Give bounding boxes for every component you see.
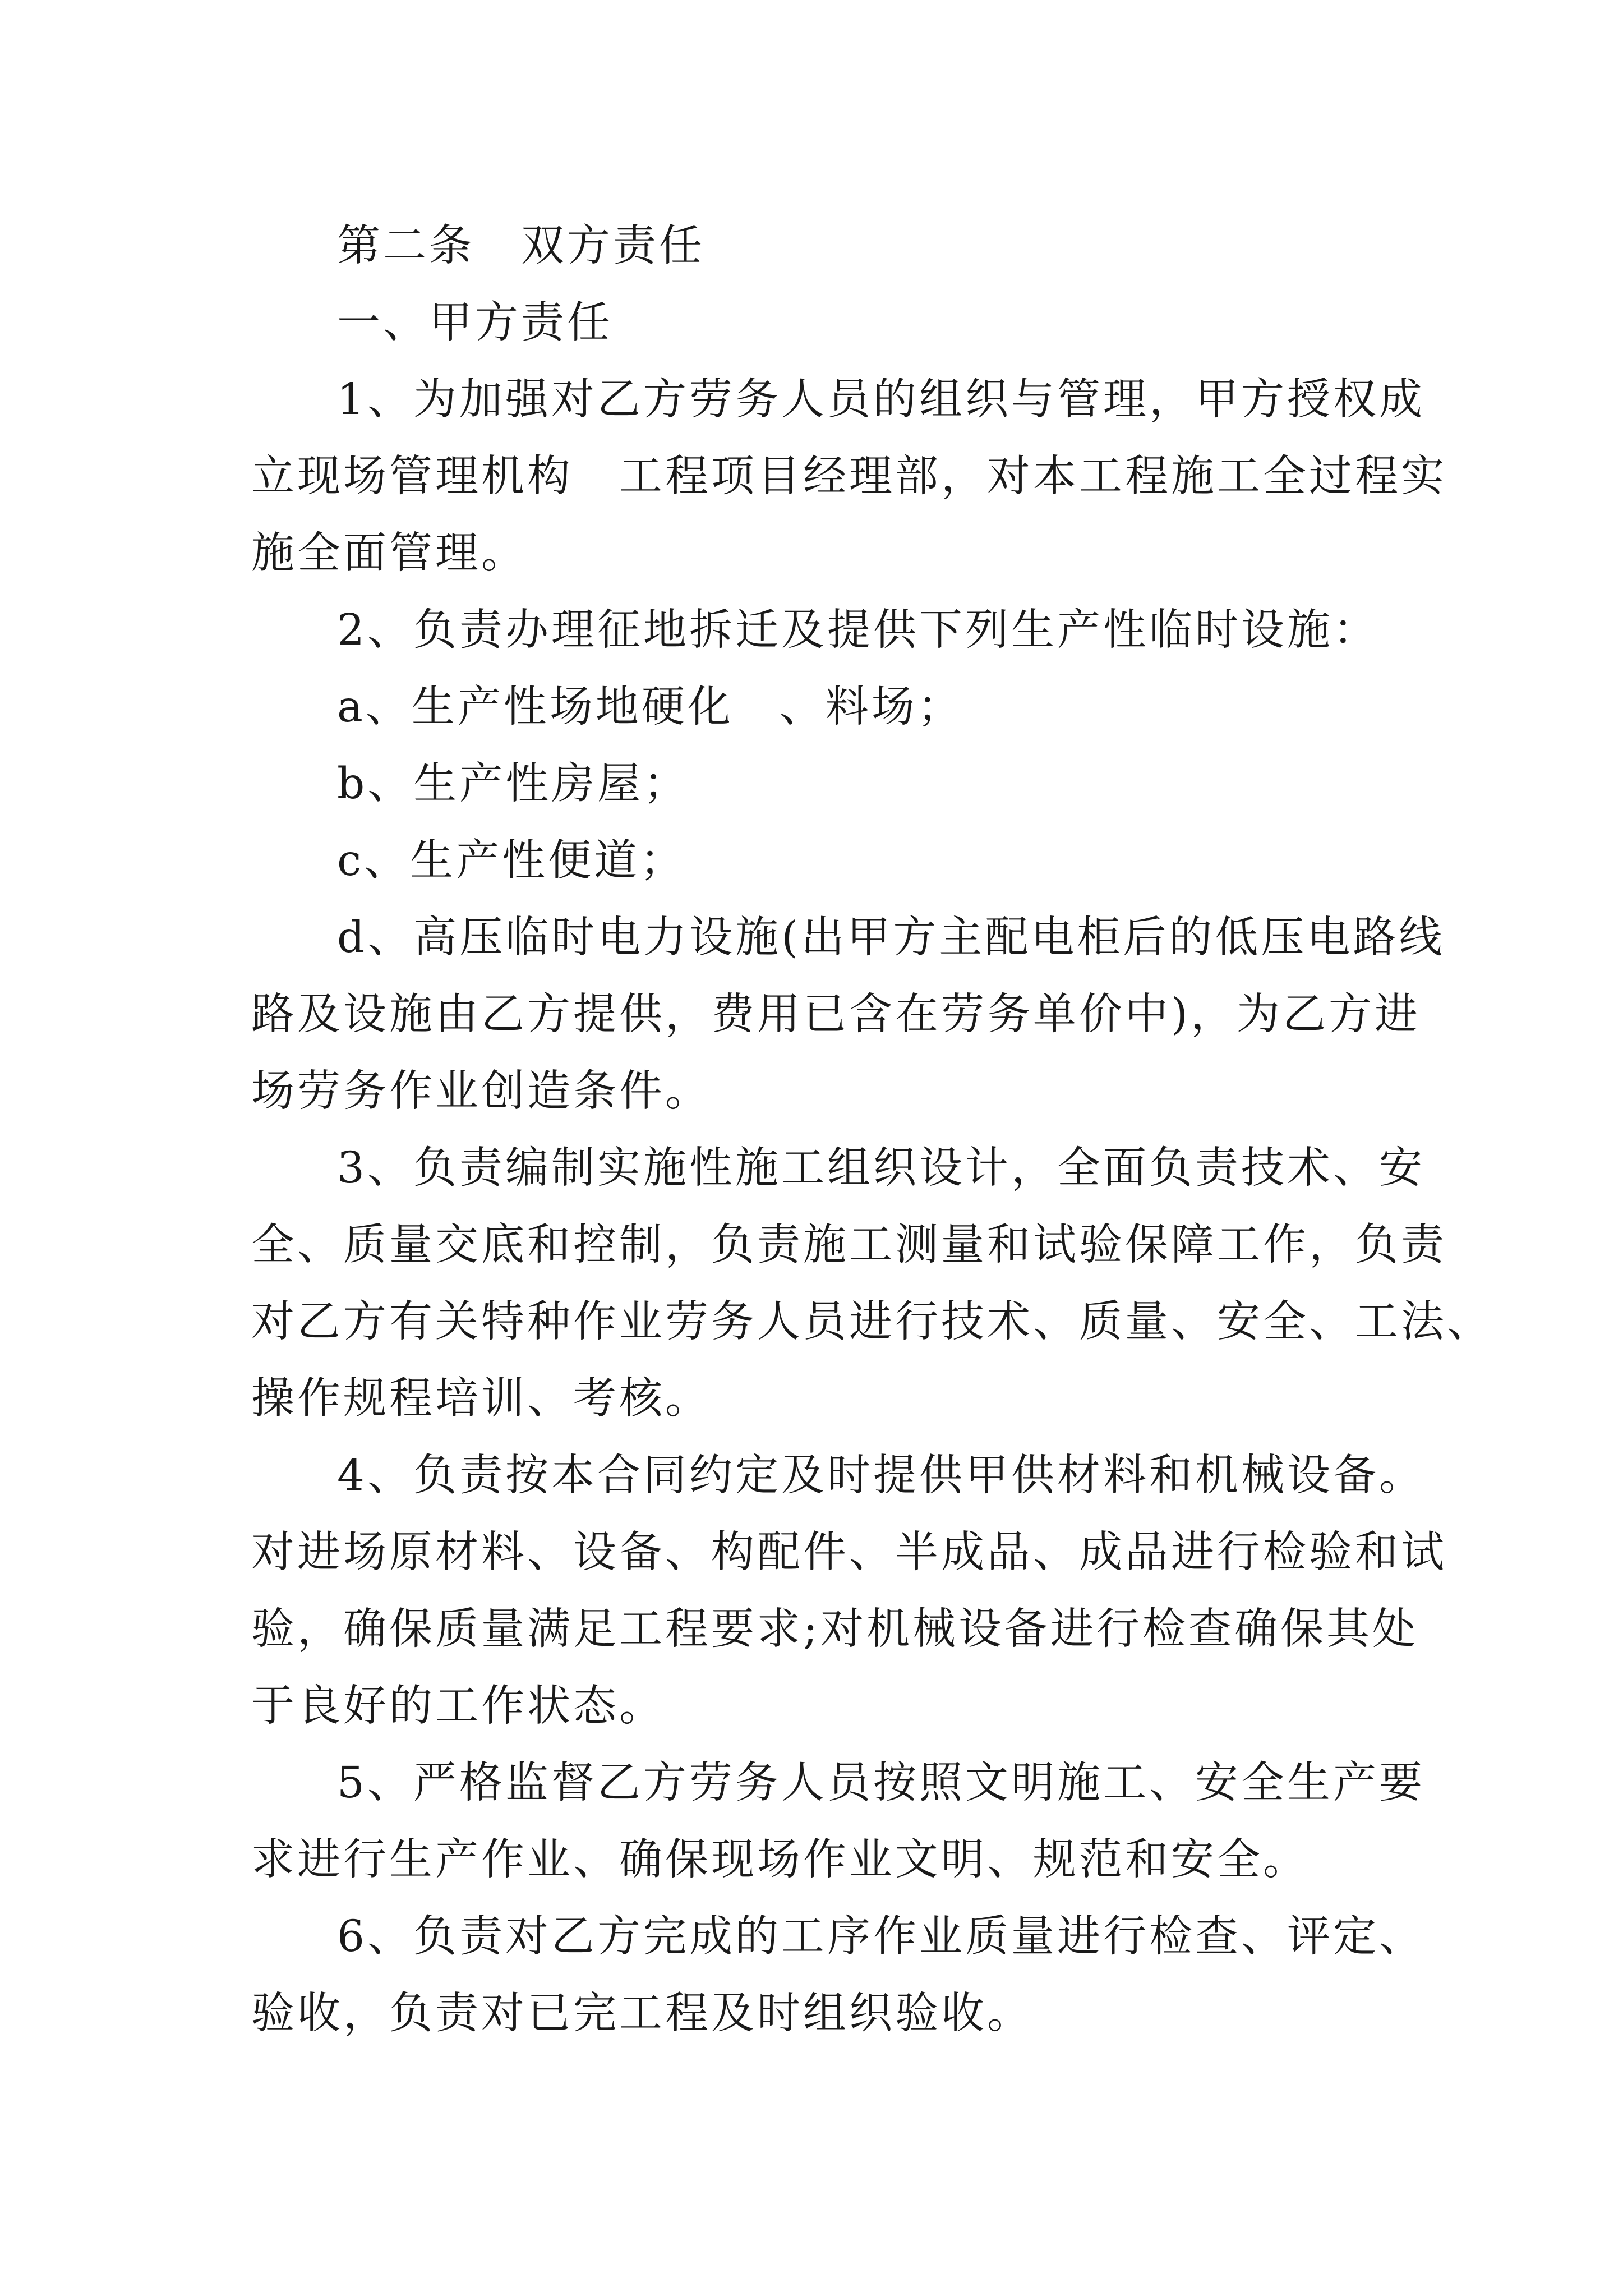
list-item: c、生产性便道； (337, 836, 686, 886)
paragraph-line: 施全面管理。 (251, 528, 527, 578)
paragraph-line: 于良好的工作状态。 (251, 1681, 665, 1731)
paragraph-line: 立现场管理机构 工程项目经理部，对本工程施工全过程实 (251, 452, 1447, 501)
paragraph-line: 1、为加强对乙方劳务人员的组织与管理，甲方授权成 (337, 375, 1425, 425)
article-heading: 第二条 双方责任 (337, 221, 705, 271)
paragraph-line: 6、负责对乙方完成的工序作业质量进行检查、评定、 (337, 1912, 1425, 1962)
section-heading: 一、甲方责任 (337, 298, 613, 348)
paragraph-line: 4、负责按本合同约定及时提供甲供材料和机械设备。 (337, 1451, 1425, 1501)
paragraph-line: 对乙方有关特种作业劳务人员进行技术、质量、安全、工法、 (251, 1297, 1493, 1347)
list-item: b、生产性房屋； (337, 759, 690, 809)
list-item: d、高压临时电力设施(出甲方主配电柜后的低压电路线 (337, 913, 1445, 963)
paragraph-line: 3、负责编制实施性施工组织设计，全面负责技术、安 (337, 1143, 1425, 1193)
paragraph-line: 2、负责办理征地拆迁及提供下列生产性临时设施： (337, 605, 1379, 655)
document-page (251, 208, 1493, 2052)
paragraph-line: 求进行生产作业、确保现场作业文明、规范和安全。 (251, 1835, 1309, 1885)
paragraph-line: 操作规程培训、考核。 (251, 1374, 711, 1424)
paragraph-line: 对进场原材料、设备、构配件、半成品、成品进行检验和试 (251, 1527, 1447, 1577)
paragraph-line: 5、严格监督乙方劳务人员按照文明施工、安全生产要 (337, 1758, 1425, 1808)
paragraph-line: 验收，负责对已完工程及时组织验收。 (251, 1989, 1033, 2039)
paragraph-line: 全、质量交底和控制，负责施工测量和试验保障工作，负责 (251, 1220, 1447, 1270)
paragraph-line: 场劳务作业创造条件。 (251, 1066, 711, 1116)
paragraph-line: 路及设施由乙方提供，费用已含在劳务单价中)，为乙方进 (251, 990, 1421, 1039)
paragraph-line: 验，确保质量满足工程要求;对机械设备进行检查确保其处 (251, 1604, 1418, 1654)
list-item: a、生产性场地硬化 、料场； (337, 682, 963, 732)
